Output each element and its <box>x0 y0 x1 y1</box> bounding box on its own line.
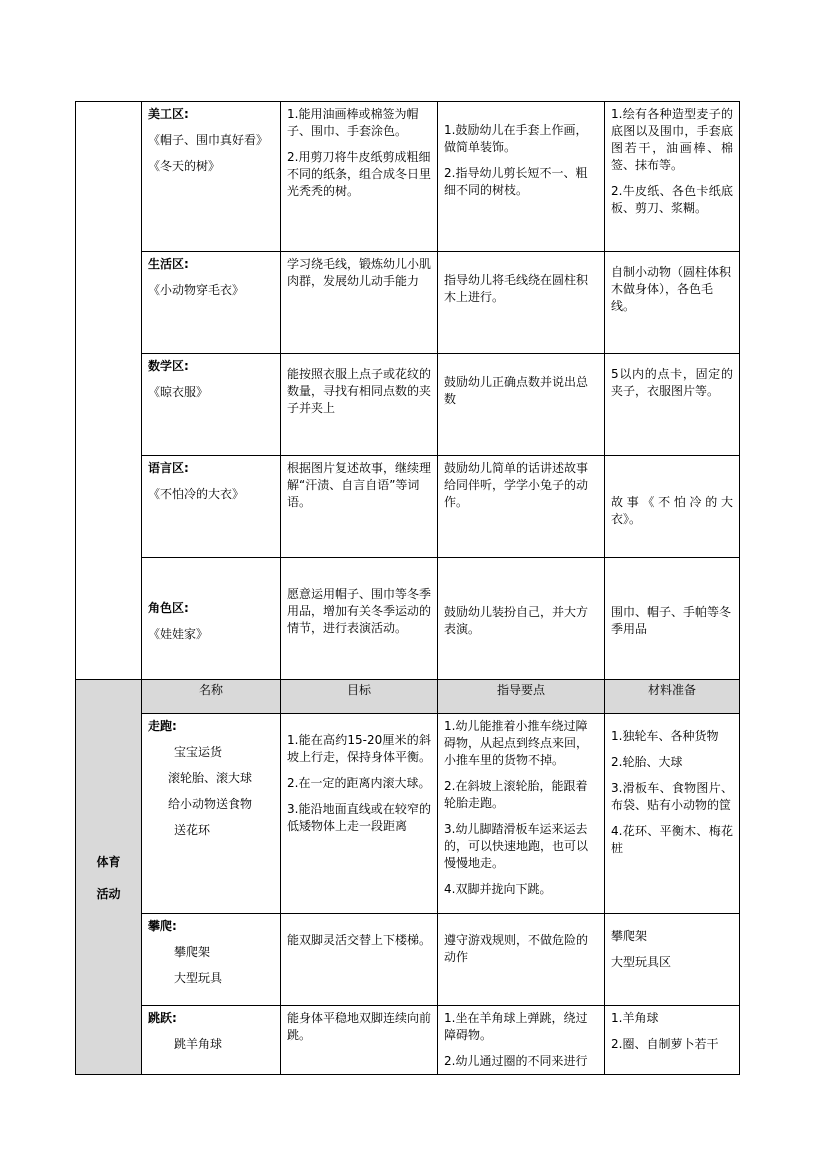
area-cell <box>142 354 281 456</box>
guidance-text: 4.双脚并拢向下跳。 <box>444 882 552 896</box>
guidance-text: 2.在斜坡上滚轮胎，能跟着轮胎走跑。 <box>444 779 588 810</box>
materials-cell <box>605 914 740 1006</box>
activity-name: 《娃娃家》 <box>148 627 209 641</box>
goal-text: 能身体平稳地双脚连续向前跳。 <box>287 1011 432 1042</box>
column-header: 目标 <box>281 680 438 714</box>
goal-text: 能按照衣服上点子或花纹的数量，寻找有相同点数的夹子并夹上 <box>287 367 432 415</box>
materials-text: 1.独轮车、各种货物 <box>611 729 719 743</box>
materials-text: 3.滑板车、食物图片、布袋、贴有小动物的筐 <box>611 781 733 812</box>
guidance-cell <box>438 456 605 558</box>
goal-text: 1.能在高约15-20厘米的斜坡上行走，保持身体平衡。 <box>287 733 432 764</box>
area-title: 攀爬: <box>148 919 177 933</box>
column-header: 材料准备 <box>605 680 740 714</box>
materials-text: 故事《不怕冷的大衣》。 <box>611 495 733 526</box>
goal-cell <box>281 252 438 354</box>
activity-name: 《小动物穿毛衣》 <box>148 283 245 297</box>
area-cell <box>142 914 281 1006</box>
materials-cell <box>605 558 740 680</box>
materials-text: 大型玩具区 <box>611 955 672 969</box>
materials-text: 围巾、帽子、手帕等冬季用品 <box>611 605 732 636</box>
area-title: 数学区: <box>148 359 189 373</box>
area-title: 语言区: <box>148 461 189 475</box>
category-cell-empty <box>76 102 142 680</box>
guidance-text: 鼓励幼儿装扮自己，并大方表演。 <box>444 605 589 636</box>
materials-cell <box>605 252 740 354</box>
table-row <box>76 102 740 252</box>
area-title: 生活区: <box>148 257 189 271</box>
table-row <box>76 714 740 914</box>
goal-text: 根据图片复述故事，继续理解“汗渍、自言自语”等词语。 <box>287 461 432 509</box>
goal-text: 学习绕毛线，锻炼幼儿小肌肉群，发展幼儿动手能力 <box>287 257 432 288</box>
area-cell <box>142 456 281 558</box>
goal-text: 3.能沿地面直线或在较窄的低矮物体上走一段距离 <box>287 802 431 833</box>
materials-text: 2.轮胎、大球 <box>611 755 683 769</box>
area-cell <box>142 1006 281 1075</box>
goal-text: 2.在一定的距离内滚大球。 <box>287 776 431 790</box>
guidance-text: 2.幼儿通过圈的不同来进行 <box>444 1054 588 1068</box>
activity-name: 大型玩具 <box>174 971 223 985</box>
area-cell <box>142 558 281 680</box>
materials-cell <box>605 456 740 558</box>
category-label: 活动 <box>96 887 121 901</box>
materials-text: 5以内的点卡，固定的夹子，衣服图片等。 <box>611 367 733 398</box>
guidance-text: 遵守游戏规则，不做危险的动作 <box>444 933 589 964</box>
table-header-row <box>76 680 740 714</box>
table-row <box>76 456 740 558</box>
activity-plan-table <box>75 101 740 1075</box>
activity-name: 攀爬架 <box>174 945 211 959</box>
guidance-cell <box>438 714 605 914</box>
goal-text: 愿意运用帽子、围巾等冬季用品，增加有关冬季运动的情节，进行表演活动。 <box>287 587 432 635</box>
materials-text: 2.圈、自制萝卜若干 <box>611 1037 719 1051</box>
materials-cell <box>605 1006 740 1075</box>
goal-cell <box>281 102 438 252</box>
activity-name: 给小动物送食物 <box>168 797 253 811</box>
area-title: 角色区: <box>148 601 189 615</box>
table-row <box>76 1006 740 1075</box>
guidance-text: 1.坐在羊角球上弹跳，绕过障碍物。 <box>444 1011 588 1042</box>
goal-cell <box>281 714 438 914</box>
activity-name: 跳羊角球 <box>174 1037 223 1051</box>
area-cell <box>142 252 281 354</box>
area-title: 美工区: <box>148 107 189 121</box>
category-cell <box>76 680 142 1075</box>
guidance-text: 指导幼儿将毛线绕在圆柱积木上进行。 <box>444 273 589 304</box>
goal-cell <box>281 456 438 558</box>
goal-cell <box>281 1006 438 1075</box>
area-cell <box>142 714 281 914</box>
activity-name: 宝宝运货 <box>174 745 223 759</box>
guidance-text: 鼓励幼儿正确点数并说出总数 <box>444 375 589 406</box>
area-cell <box>142 102 281 252</box>
goal-cell <box>281 558 438 680</box>
materials-text: 自制小动物（圆柱体积木做身体），各色毛线。 <box>611 265 732 313</box>
materials-cell <box>605 714 740 914</box>
guidance-text: 1.鼓励幼儿在手套上作画，做简单装饰。 <box>444 123 588 154</box>
guidance-text: 鼓励幼儿简单的话讲述故事给同伴听，学学小兔子的动作。 <box>444 461 589 509</box>
activity-name: 《帽子、围巾真好看》 <box>148 133 269 147</box>
column-header: 指导要点 <box>438 680 605 714</box>
guidance-cell <box>438 354 605 456</box>
table-row <box>76 558 740 680</box>
guidance-text: 3.幼儿脚踏滑板车运来运去的，可以快速地跑，也可以慢慢地走。 <box>444 822 589 870</box>
goal-text: 1.能用油画棒或棉签为帽子、围巾、手套涂色。 <box>287 107 419 138</box>
guidance-cell <box>438 252 605 354</box>
activity-name: 《不怕冷的大衣》 <box>148 487 245 501</box>
guidance-text: 2.指导幼儿剪长短不一、粗细不同的树枝。 <box>444 166 588 197</box>
activity-name: 《冬天的树》 <box>148 159 221 173</box>
table-row <box>76 354 740 456</box>
column-header: 名称 <box>142 680 281 714</box>
materials-text: 2.牛皮纸、各色卡纸底板、剪刀、浆糊。 <box>611 184 733 215</box>
category-label: 体育 <box>96 855 121 869</box>
materials-text: 4.花环、平衡木、梅花桩 <box>611 824 733 855</box>
activity-name: 送花环 <box>174 823 211 837</box>
area-title: 走跑: <box>148 719 177 733</box>
materials-cell <box>605 354 740 456</box>
materials-text: 攀爬架 <box>611 929 648 943</box>
guidance-cell <box>438 1006 605 1075</box>
activity-name: 滚轮胎、滚大球 <box>168 771 253 785</box>
goal-text: 2.用剪刀将牛皮纸剪成粗细不同的纸条，组合成冬日里光秃秃的树。 <box>287 150 432 198</box>
guidance-cell <box>438 558 605 680</box>
materials-text: 1.羊角球 <box>611 1011 659 1025</box>
area-title: 跳跃: <box>148 1011 177 1025</box>
materials-cell <box>605 102 740 252</box>
activity-name: 《晾衣服》 <box>148 385 209 399</box>
goal-text: 能双脚灵活交替上下楼梯。 <box>287 933 432 947</box>
table-row <box>76 914 740 1006</box>
guidance-text: 1.幼儿能推着小推车绕过障碍物，从起点到终点来回，小推车里的货物不掉。 <box>444 719 589 767</box>
guidance-cell <box>438 914 605 1006</box>
table-row <box>76 252 740 354</box>
goal-cell <box>281 354 438 456</box>
guidance-cell <box>438 102 605 252</box>
goal-cell <box>281 914 438 1006</box>
materials-text: 1.绘有各种造型麦子的底图以及围巾，手套底图若干，油画棒、棉签、抹布等。 <box>611 107 733 172</box>
